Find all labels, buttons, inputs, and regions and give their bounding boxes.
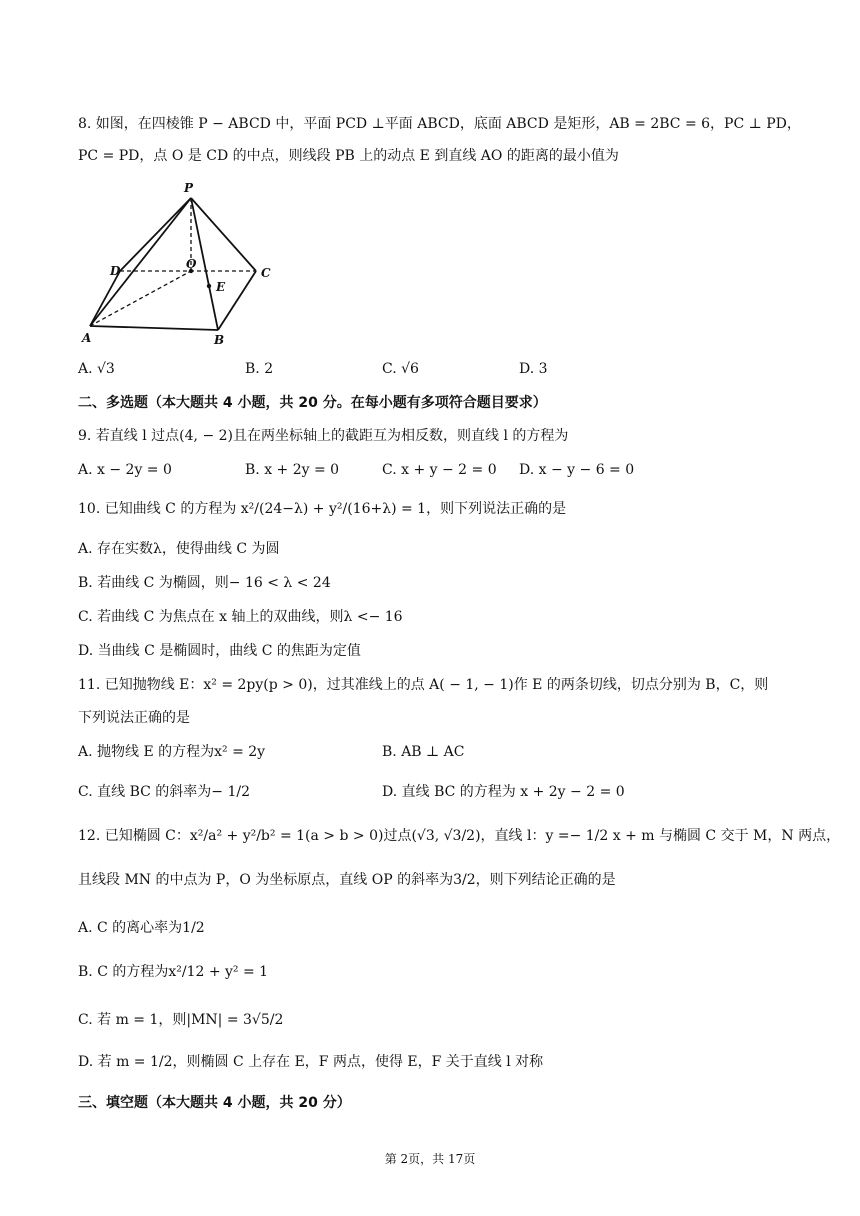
q9-option-a: A. x − 2y = 0: [78, 462, 172, 478]
q8-stem-line1: 8. 如图，在四棱锥 P − ABCD 中，平面 PCD ⊥平面 ABCD，底面 ABCD 是矩形，AB = 2BC = 6，PC ⊥ PD，: [78, 116, 801, 132]
q9-stem: 9. 若直线 l 过点(4, − 2)且在两坐标轴上的截距互为相反数，则直线 l 的方程为: [78, 428, 569, 444]
label-A: A: [82, 331, 92, 345]
q11-option-a: A. 抛物线 E 的方程为x² = 2y: [78, 744, 266, 760]
q8-option-d: D. 3: [519, 361, 548, 377]
point-E: [207, 284, 211, 288]
label-D: D: [110, 264, 121, 278]
q9-option-c: C. x + y − 2 = 0: [382, 462, 497, 478]
q8-stem-line2: PC = PD，点 O 是 CD 的中点，则线段 PB 上的动点 E 到直线 AO 的距离的最小值为: [78, 148, 619, 164]
label-P: P: [184, 182, 194, 195]
q8-option-b: B. 2: [245, 361, 274, 377]
q9-option-d: D. x − y − 6 = 0: [519, 462, 635, 478]
edge-PA: [90, 198, 191, 326]
q11-option-b: B. AB ⊥ AC: [382, 744, 465, 760]
q11-option-d: D. 直线 BC 的方程为 x + 2y − 2 = 0: [382, 784, 625, 800]
q10-option-c: C. 若曲线 C 为焦点在 x 轴上的双曲线，则λ <− 16: [78, 609, 403, 625]
label-E: E: [216, 280, 226, 294]
label-O: O: [186, 257, 197, 271]
edge-PD: [120, 198, 191, 271]
q8-option-a: A. √3: [78, 361, 115, 377]
edge-AB: [90, 326, 218, 330]
q10-option-b: B. 若曲线 C 为椭圆，则− 16 < λ < 24: [78, 575, 331, 591]
q12-stem-line2: 且线段 MN 的中点为 P，O 为坐标原点，直线 OP 的斜率为3/2，则下列结论正确的是: [78, 872, 616, 888]
q12-option-a: A. C 的离心率为1/2: [78, 920, 205, 936]
pyramid-figure: [78, 182, 288, 352]
page-footer: 第 2页，共 17页: [384, 1152, 476, 1166]
section3-heading: 三、填空题（本大题共 4 小题，共 20 分）: [78, 1095, 351, 1111]
q11-stem-line2: 下列说法正确的是: [78, 710, 190, 726]
q11-stem-line1: 11. 已知抛物线 E：x² = 2py(p > 0)，过其准线上的点 A( − 1, − 1)作 E 的两条切线，切点分别为 B，C，则: [78, 677, 769, 693]
q10-stem: 10. 已知曲线 C 的方程为 x²/(24−λ) + y²/(16+λ) = 1，则下列说法正确的是: [78, 501, 567, 517]
label-B: B: [214, 333, 225, 347]
q11-option-c: C. 直线 BC 的斜率为− 1/2: [78, 784, 250, 800]
edge-PC: [191, 198, 256, 271]
q12-stem-line1: 12. 已知椭圆 C：x²/a² + y²/b² = 1(a > b > 0)过点(√3, √3/2)，直线 l：y =− 1/2 x + m 与椭圆 C 交于 M，N 两点，: [78, 828, 841, 844]
q12-option-d: D. 若 m = 1/2，则椭圆 C 上存在 E，F 两点，使得 E，F 关于直线 l 对称: [78, 1054, 544, 1070]
label-C: C: [261, 266, 271, 280]
q9-option-b: B. x + 2y = 0: [245, 462, 340, 478]
q8-option-c: C. √6: [382, 361, 419, 377]
q10-option-a: A. 存在实数λ，使得曲线 C 为圆: [78, 541, 280, 557]
q12-option-b: B. C 的方程为x²/12 + y² = 1: [78, 964, 269, 980]
section2-heading: 二、多选题（本大题共 4 小题，共 20 分。在每小题有多项符合题目要求）: [78, 395, 547, 411]
q12-option-c: C. 若 m = 1，则|MN| = 3√5/2: [78, 1012, 284, 1028]
q10-option-d: D. 当曲线 C 是椭圆时，曲线 C 的焦距为定值: [78, 643, 361, 659]
